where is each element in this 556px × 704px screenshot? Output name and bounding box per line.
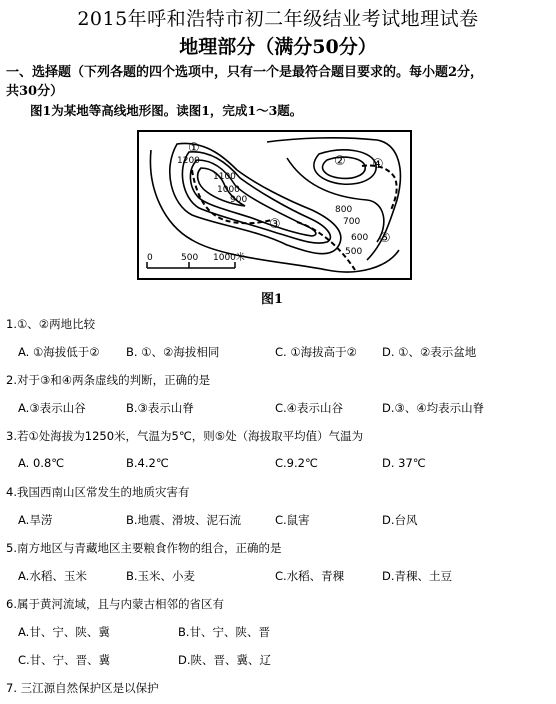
question-4-option-a: A.旱涝 <box>18 513 53 527</box>
marker-2: ② <box>334 154 346 169</box>
question-6-stem: 6.属于黄河流域，且与内蒙古相邻的省区有 <box>6 597 224 611</box>
question-6-option-d: D.陕、晋、冀、辽 <box>178 653 272 667</box>
question-2-option-a: A.③表示山谷 <box>18 401 86 415</box>
question-3-option-c: C.9.2℃ <box>275 456 318 470</box>
question-5-option-a: A.水稻、玉米 <box>18 569 87 583</box>
question-4-option-c: C.鼠害 <box>275 513 310 527</box>
contour-label-1200: 1200 <box>177 156 200 166</box>
question-3-option-a: A. 0.8℃ <box>18 456 65 470</box>
question-3-option-b: B.4.2℃ <box>126 456 169 470</box>
question-4-option-d: D.台风 <box>382 513 418 527</box>
question-3-stem: 3.若①处海拔为1250米，气温为5℃，则⑤处（海拔取平均值）气温为 <box>6 429 364 443</box>
question-5-option-c: C.水稻、青稞 <box>275 569 345 583</box>
contour-map <box>137 130 412 280</box>
question-1-stem: 1.①、②两地比较 <box>6 317 96 331</box>
scale-label-0: 0 <box>147 253 153 263</box>
marker-1: ① <box>188 141 200 156</box>
figure-intro: 图1为某地等高线地形图。读图1，完成1～3题。 <box>30 103 303 118</box>
question-4-option-b: B.地震、滑坡、泥石流 <box>126 513 242 527</box>
marker-3: ③ <box>269 217 281 232</box>
marker-5: ⑤ <box>379 231 391 246</box>
question-7-stem: 7. 三江源自然保护区是以保护 <box>6 681 159 695</box>
question-6-option-c: C.甘、宁、晋、冀 <box>18 653 111 667</box>
marker-4: ④ <box>372 157 384 172</box>
question-4-stem: 4.我国西南山区常发生的地质灾害有 <box>6 485 190 499</box>
contour-label-1100: 1100 <box>213 172 236 182</box>
question-5-stem: 5.南方地区与青藏地区主要粮食作物的组合，正确的是 <box>6 541 282 555</box>
question-6-option-a: A.甘、宁、陕、冀 <box>18 625 110 639</box>
question-2-option-d: D.③、④均表示山脊 <box>382 401 485 415</box>
question-2-stem: 2.对于③和④两条虚线的判断，正确的是 <box>6 373 211 387</box>
exam-title: 2015年呼和浩特市初二年级结业考试地理试卷 <box>77 8 479 30</box>
contour-label-600: 600 <box>351 233 369 243</box>
question-1-option-d: D. ①、②表示盆地 <box>382 345 477 359</box>
section-heading-line2: 共30分） <box>6 84 64 99</box>
exam-subtitle: 地理部分（满分50分） <box>179 36 377 58</box>
question-5-option-d: D.青稞、土豆 <box>382 569 453 583</box>
figure-caption: 图1 <box>261 292 284 307</box>
scale-label-1000: 1000米 <box>213 253 245 263</box>
question-6-option-b: B.甘、宁、陕、晋 <box>178 625 271 639</box>
question-2-option-c: C.④表示山谷 <box>275 401 343 415</box>
question-3-option-d: D. 37℃ <box>382 456 426 470</box>
question-5-option-b: B.玉米、小麦 <box>126 569 196 583</box>
question-1-option-c: C. ①海拔高于② <box>275 345 357 359</box>
scale-label-500: 500 <box>181 253 199 263</box>
question-1-option-b: B. ①、②海拔相同 <box>126 345 220 359</box>
question-2-option-b: B.③表示山脊 <box>126 401 194 415</box>
contour-label-1000: 1000 <box>217 185 240 195</box>
section-heading-line1: 一、选择题（下列各题的四个选项中，只有一个是最符合题目要求的。每小题2分， <box>6 65 484 80</box>
question-1-option-a: A. ①海拔低于② <box>18 345 100 359</box>
contour-label-900: 900 <box>230 195 248 205</box>
contour-label-800: 800 <box>335 205 353 215</box>
contour-label-500: 500 <box>345 247 363 257</box>
contour-label-700: 700 <box>343 217 361 227</box>
